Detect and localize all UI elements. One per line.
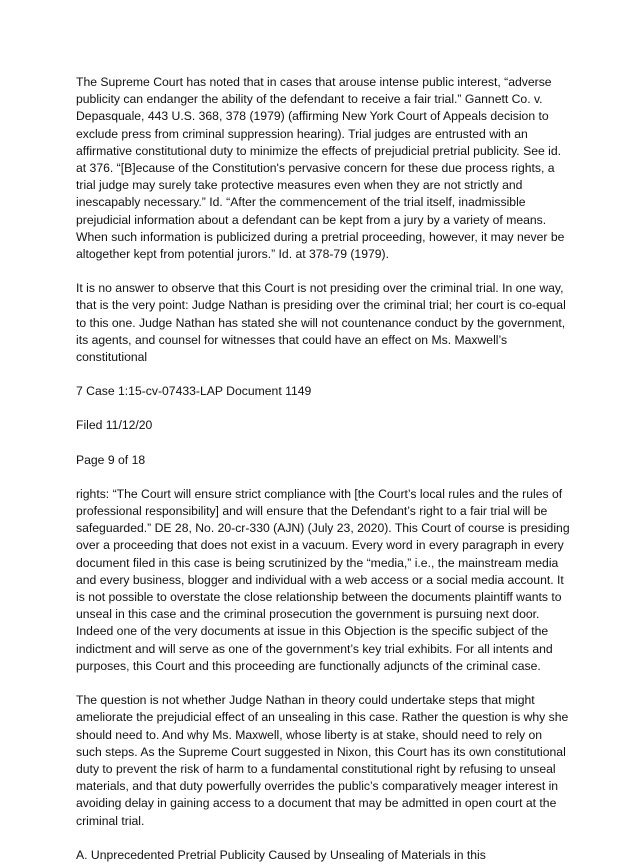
paragraph-rights: rights: “The Court will ensure strict compliance with [the Court’s local rules and the rules of professional responsibility] and will ensure that the Defendant’s right to a fair trial will be safeguarded.” DE 28, No. 20-cr-330 (AJN) (July 23, 2020). This Court of course is presiding over a proceeding that does not exist in a vacuum. Every word in every paragraph in every document filed in this case is being scrutinized by the “media,” i.e., the mainstream media and every business, blogger and individual with a web access or a social media account. It is not possible to overstate the close relationship between the documents plaintiff wants to unseal in this case and the criminal prosecution the government is pursuing next door. Indeed one of the very documents at issue in this Objection is the specific subject of the indictment and will serve as one of the government’s key trial exhibits. For all intents and purposes, this Court and this proceeding are functionally adjuncts of the criminal case.: [76, 486, 570, 673]
paragraph-no-answer: It is no answer to observe that this Court is not presiding over the criminal trial. In one way, that is the very point: Judge Nathan is presiding over the criminal trial; her court is co-equal to this one. Judge Nathan has stated she will not countenance conduct by the government, its agents, and counsel for witnesses that could have an effect on Ms. Maxwell’s constitutional: [76, 281, 566, 365]
page-number-line: Page 9 of 18: [76, 452, 146, 467]
document-body: [76, 74, 571, 864]
paragraph-gannett: The Supreme Court has noted that in cases that arouse intense public interest, “adverse publicity can endanger the ability of the defendant to receive a fair trial.” Gannett Co. v. Depasquale, 443 U.S. 368, 378 (1979) (affirming New York Court of Appeals decision to exclude press from criminal suppression hearing). Trial judges are entrusted with an affirmative constitutional duty to minimize the effects of prejudicial pretrial publicity. See id. at 376. “[B]ecause of the Constitution's pervasive concern for these due process rights, a trial judge may surely take protective measures even when they are not strictly and inescapably necessary.” Id. “After the commencement of the trial itself, inadmissible prejudicial information about a defendant can be kept from a jury by a variety of means. When such information is publicized during a pretrial proceeding, however, it may never be altogether kept from potential jurors.” Id. at 378-79 (1979).: [76, 75, 565, 262]
paragraph-question: The question is not whether Judge Nathan in theory could undertake steps that might ameliorate the prejudicial effect of an unsealing in this case. Rather the question is why she should need to. And why Ms. Maxwell, whose liberty is at stake, should need to rely on such steps. As the Supreme Court suggested in Nixon, this Court has its own constitutional duty to prevent the risk of harm to a fundamental constitutional right by refusing to unseal materials, and that duty powerfully overrides the public’s comparatively meager interest in avoiding delay in gaining access to a document that may be admitted in open court at the criminal trial.: [76, 693, 569, 828]
section-heading-a: A. Unprecedented Pretrial Publicity Caused by Unsealing of Materials in this: [76, 847, 486, 862]
case-number-line: 7 Case 1:15-cv-07433-LAP Document 1149: [76, 384, 312, 399]
filed-date-line: Filed 11/12/20: [76, 418, 153, 433]
